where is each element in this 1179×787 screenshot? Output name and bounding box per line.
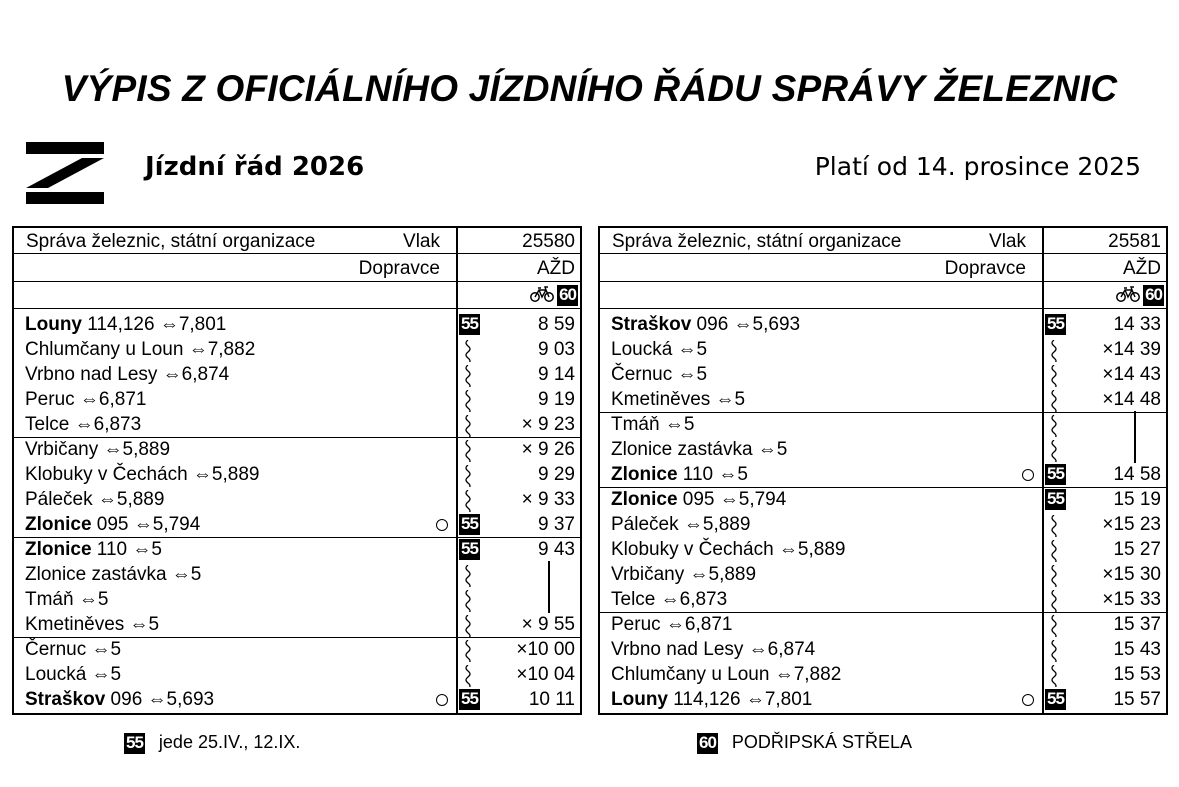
squiggle-line-icon [463,340,473,362]
station-name [25,337,255,362]
departure-time: × 9 55 [521,614,575,635]
header-carrier-row [600,256,1166,281]
station-name [25,637,121,662]
badge-55: 55 [461,314,478,333]
badge-55: 55 [1047,464,1064,483]
timetable-year: Jízdní řád 2026 [145,152,365,182]
squiggle-line-icon [1049,590,1059,612]
station-name [611,437,787,462]
station-label: Telce ⇔6,873 [611,589,728,610]
departure-time: 14 58 [1113,464,1161,485]
departure-time: ×10 00 [516,639,575,660]
pass-through-line [548,561,550,588]
carrier-name: AŽD [537,258,575,279]
pass-through-line [1134,411,1136,438]
train-number: 25580 [522,231,575,252]
station-label: Černuc ⇔5 [611,364,708,385]
stop-row [600,562,1166,587]
row-divider [14,308,580,309]
connection-circle-icon [1022,694,1034,706]
station-label: Straškov [611,314,692,335]
badge-55: 55 [1047,314,1064,333]
pass-through-line [1134,436,1136,463]
station-info: 114,126 ⇔7,801 [82,314,227,335]
carrier-label: Dopravce [944,258,1026,279]
station-name [25,537,162,562]
station-name [611,462,748,487]
station-name [25,312,226,337]
train-number: 25581 [1108,231,1161,252]
row-divider [14,281,580,282]
timetable-left [12,226,582,715]
station-name [611,512,750,537]
departure-time: ×14 48 [1102,389,1161,410]
departure-time: 15 37 [1113,614,1161,635]
station-label: Vrbičany ⇔5,889 [611,564,757,585]
stop-row [600,337,1166,362]
station-name [611,362,707,387]
station-name [611,612,732,637]
stop-row [14,412,580,437]
row-divider [600,281,1166,282]
station-label: Peruc ⇔6,871 [25,389,147,410]
squiggle-line-icon [1049,665,1059,687]
stop-row [14,562,580,587]
departure-time: 15 53 [1113,664,1161,685]
badge-55: 55 [461,539,478,558]
departure-time: 15 43 [1113,639,1161,660]
squiggle-line-icon [1049,515,1059,537]
stop-row [14,437,580,462]
departure-time: × 9 26 [521,439,575,460]
squiggle-line-icon [1049,540,1059,562]
stop-row [14,687,580,712]
station-name [25,437,170,462]
station-label: Páleček ⇔5,889 [611,514,751,535]
station-info: 110 ⇔5 [677,464,748,485]
squiggle-line-icon [463,390,473,412]
station-name [25,362,229,387]
organization-name: Správa železnic, státní organizace [26,231,316,252]
departure-time: 15 27 [1113,539,1161,560]
badge-55: 55 [461,514,478,533]
station-info: 096 ⇔5,693 [691,314,801,335]
squiggle-line-icon [463,365,473,387]
departure-time: 14 33 [1113,314,1161,335]
squiggle-line-icon [1049,340,1059,362]
station-name [25,462,259,487]
stop-row [600,487,1166,512]
station-name [611,487,786,512]
station-name [25,412,141,437]
squiggle-line-icon [463,415,473,437]
squiggle-line-icon [463,440,473,462]
szdc-logo-icon [26,142,106,204]
page-title: VÝPIS Z OFICIÁLNÍHO JÍZDNÍHO ŘÁDU SPRÁVY ŽELEZNIC [61,68,1118,109]
departure-time: 9 43 [538,539,575,560]
station-name [611,312,800,337]
station-label: Zlonice [611,489,678,510]
validity-date: Platí od 14. prosince 2025 [814,152,1141,181]
squiggle-line-icon [463,465,473,487]
pass-through-line [548,586,550,613]
stop-row [14,487,580,512]
departure-time: × 9 23 [521,414,575,435]
stop-row [14,587,580,612]
station-label: Zlonice zastávka ⇔5 [611,439,788,460]
departure-time: 15 57 [1113,689,1161,710]
departure-time: × 9 33 [521,489,575,510]
departure-time: 9 03 [538,339,575,360]
badge-55: 55 [1047,489,1064,508]
station-name [611,587,727,612]
stop-row [600,587,1166,612]
station-name [611,687,812,712]
departure-time: 9 19 [538,389,575,410]
train-label: Vlak [989,231,1026,252]
departure-time: 8 59 [538,314,575,335]
station-label: Černuc ⇔5 [25,639,122,660]
stop-row [14,662,580,687]
stop-row [600,412,1166,437]
squiggle-line-icon [463,615,473,637]
station-label: Chlumčany u Loun ⇔7,882 [611,664,842,685]
squiggle-line-icon [463,565,473,587]
departure-time: 10 11 [528,689,575,710]
note-text: jede 25.IV., 12.IX. [158,732,301,752]
train-category-badge: 60 [559,285,576,304]
station-label: Klobuky v Čechách ⇔5,889 [611,539,846,560]
station-label: Zlonice zastávka ⇔5 [25,564,202,585]
stop-row [14,612,580,637]
departure-time: 9 14 [538,364,575,385]
departure-time: ×14 39 [1102,339,1161,360]
station-label: Chlumčany u Loun ⇔7,882 [25,339,256,360]
station-label: Vrbno nad Lesy ⇔6,874 [611,639,816,660]
station-label: Kmetiněves ⇔5 [611,389,746,410]
stop-row [14,537,580,562]
stop-row [600,462,1166,487]
note-55 [124,732,300,754]
stop-row [600,687,1166,712]
header-train-row [600,229,1166,254]
station-label: Páleček ⇔5,889 [25,489,165,510]
organization-name: Správa železnic, státní organizace [612,231,902,252]
station-label: Straškov [25,689,106,710]
squiggle-line-icon [1049,365,1059,387]
departure-time: ×10 04 [516,664,575,685]
squiggle-line-icon [1049,565,1059,587]
station-label: Zlonice [25,514,92,535]
station-label: Zlonice [25,539,92,560]
note-badge: 60 [699,733,716,752]
badge-55: 55 [461,689,478,708]
squiggle-line-icon [463,590,473,612]
station-label: Louny [25,314,82,335]
station-info: 095 ⇔5,794 [91,514,201,535]
station-name [25,487,164,512]
stop-row [14,637,580,662]
badge-55: 55 [1047,689,1064,708]
squiggle-line-icon [1049,440,1059,462]
station-name [25,687,214,712]
header-carrier-row [14,256,580,281]
note-badge: 55 [126,733,143,752]
station-label: Loucká ⇔5 [25,664,122,685]
station-name [611,537,845,562]
row-divider [600,308,1166,309]
stop-row [600,362,1166,387]
squiggle-line-icon [463,665,473,687]
squiggle-line-icon [1049,415,1059,437]
connection-circle-icon [436,694,448,706]
departure-time: ×14 43 [1102,364,1161,385]
squiggle-line-icon [463,640,473,662]
station-label: Louny [611,689,668,710]
header-train-row [14,229,580,254]
departure-time: ×15 33 [1102,589,1161,610]
timetable-right [598,226,1168,715]
squiggle-line-icon [1049,615,1059,637]
bicycle-icon [530,286,554,303]
station-label: Zlonice [611,464,678,485]
station-label: Tmáň ⇔5 [25,589,109,610]
station-name [25,612,159,637]
connection-circle-icon [1022,469,1034,481]
stop-row [600,512,1166,537]
note-60 [697,732,912,754]
stop-row [600,312,1166,337]
station-name [25,587,108,612]
departure-time: ×15 23 [1102,514,1161,535]
departure-time: 15 19 [1113,489,1161,510]
departure-time: ×15 30 [1102,564,1161,585]
stop-row [600,537,1166,562]
station-name [25,662,121,687]
stop-row [14,337,580,362]
stop-row [14,462,580,487]
station-label: Tmáň ⇔5 [611,414,695,435]
stop-row [600,437,1166,462]
station-info: 110 ⇔5 [91,539,162,560]
station-name [611,637,815,662]
stop-row [600,637,1166,662]
note-text: PODŘIPSKÁ STŘELA [731,732,912,752]
station-name [25,562,201,587]
train-label: Vlak [403,231,440,252]
station-label: Peruc ⇔6,871 [611,614,733,635]
stop-row [14,387,580,412]
header-icons-row [600,283,1166,308]
header-icons-row [14,283,580,308]
squiggle-line-icon [1049,640,1059,662]
station-name [25,512,200,537]
station-info: 096 ⇔5,693 [105,689,215,710]
station-name [25,387,146,412]
station-name [611,387,745,412]
station-name [611,562,756,587]
station-label: Klobuky v Čechách ⇔5,889 [25,464,260,485]
stop-row [14,362,580,387]
station-info: 095 ⇔5,794 [677,489,787,510]
bicycle-icon [1116,286,1140,303]
station-info: 114,126 ⇔7,801 [668,689,813,710]
carrier-label: Dopravce [358,258,440,279]
stop-row [14,312,580,337]
station-name [611,662,841,687]
station-label: Vrbno nad Lesy ⇔6,874 [25,364,230,385]
station-label: Kmetiněves ⇔5 [25,614,160,635]
departure-time: 9 37 [538,514,575,535]
station-name [611,337,707,362]
departure-time: 9 29 [538,464,575,485]
stop-row [600,662,1166,687]
stop-row [600,387,1166,412]
station-label: Telce ⇔6,873 [25,414,142,435]
squiggle-line-icon [1049,390,1059,412]
station-name [611,412,694,437]
squiggle-line-icon [463,490,473,512]
carrier-name: AŽD [1123,258,1161,279]
train-category-badge: 60 [1145,285,1162,304]
connection-circle-icon [436,519,448,531]
station-label: Vrbičany ⇔5,889 [25,439,171,460]
stop-row [14,512,580,537]
station-label: Loucká ⇔5 [611,339,708,360]
stop-row [600,612,1166,637]
